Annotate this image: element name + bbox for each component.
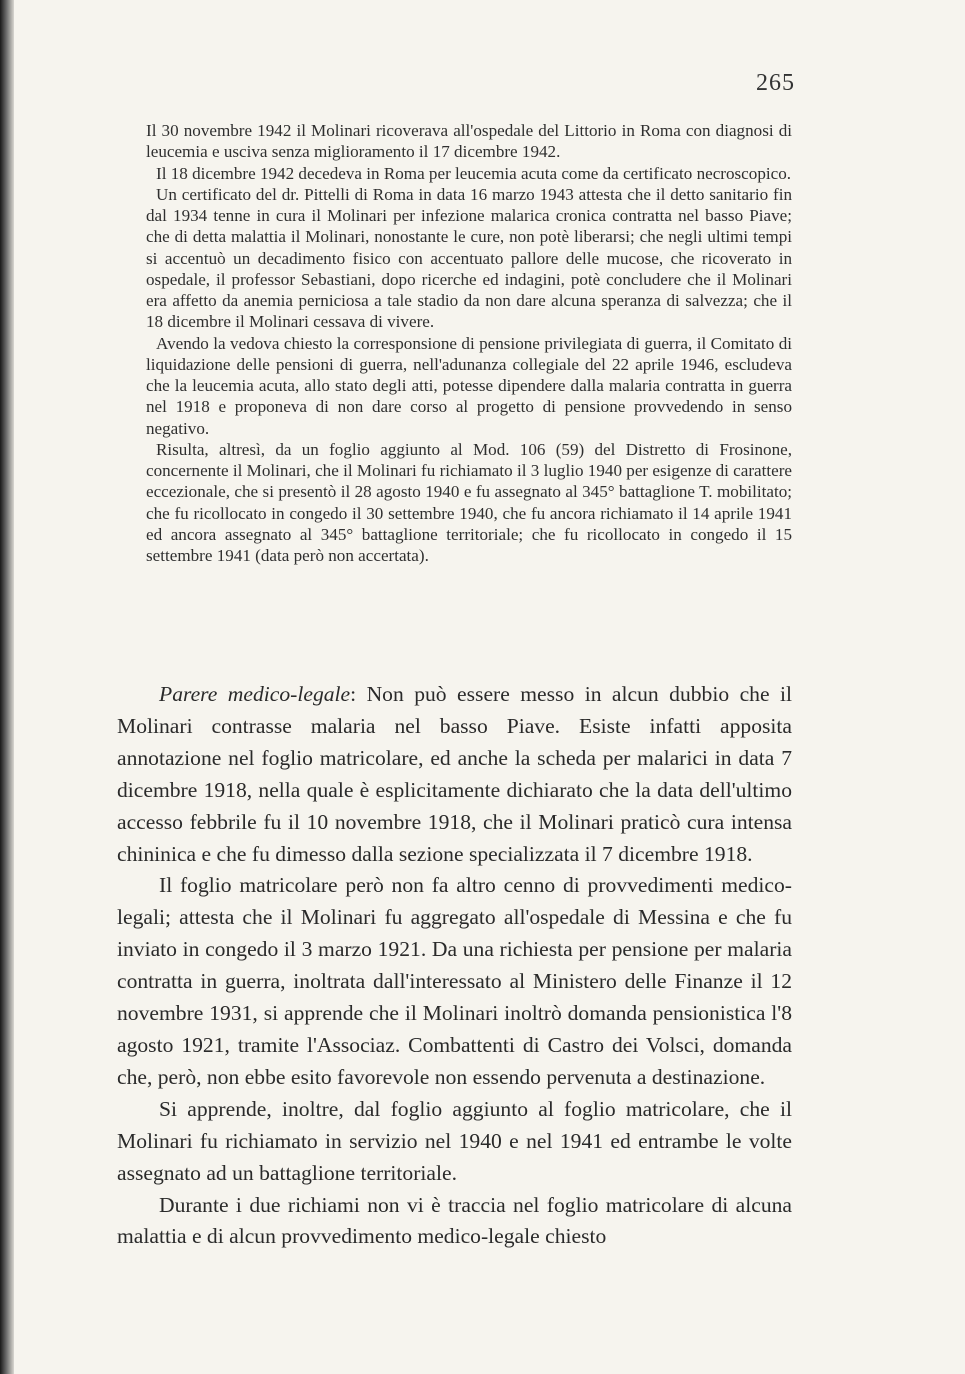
paragraph: Si apprende, inoltre, dal foglio aggiunto al foglio matricolare, che il Molinari fu richiamato in servizio nel 1940 e nel 1941 ed entrambe le volte assegnato ad un battaglione territoriale. xyxy=(117,1096,792,1185)
paragraph: Il 18 dicembre 1942 decedeva in Roma per leucemia acuta come da certificato necroscopico. xyxy=(156,163,792,183)
opinion-heading: Parere medico-legale xyxy=(159,682,351,706)
paragraph: Durante i due richiami non vi è traccia nel foglio matricolare di alcuna malattia e di alcun provvedimento medico-legale chiesto xyxy=(117,1192,792,1249)
opinion-lead-text: : Non può essere messo in alcun dubbio che il Molinari contrasse malaria nel basso Piave. Esiste infatti apposita annotazione nel foglio matricolare, ed anche la scheda per malarici in data 7 dicembre 1918, nella quale è esplicitamente dichiarato che la data dell'ultimo accesso febbrile fu il 10 novembre 1918, che il Molinari praticò cura intensa chininica e che fu dimesso dalla sezione specializzata il 7 dicembre 1918. xyxy=(117,682,792,866)
book-spine-shadow xyxy=(0,0,14,1374)
paragraph: Avendo la vedova chiesto la corresponsione di pensione privilegiata di guerra, il Comitato di liquidazione delle pensioni di guerra, nell'adunanza collegiale del 22 aprile 1946, escludeva che la leucemia acuta, allo stato degli atti, potesse dipendere dalla malaria contratta in guerra nel 1918 e proponeva di non dare corso al progetto di pensione provvedendo in senso negativo. xyxy=(146,333,792,438)
page-number: 265 xyxy=(756,70,795,96)
paragraph: Risulta, altresì, da un foglio aggiunto al Mod. 106 (59) del Distretto di Frosinone, concernente il Molinari, che il Molinari fu richiamato il 3 luglio 1940 per esigenze di carattere eccezionale, che si presentò il 28 agosto 1940 e fu assegnato al 345° battaglione T. mobilitato; che fu ricollocato in congedo il 30 settembre 1940, che fu ancora richiamato il 14 aprile 1941 ed ancora assegnato al 345° battaglione territoriale; che fu ricollocato in congedo il 15 settembre 1941 (data però non accertata). xyxy=(146,439,792,565)
paragraph: Il 30 novembre 1942 il Molinari ricoverava all'ospedale del Littorio in Roma con diagnosi di leucemia e usciva senza miglioramento il 17 dicembre 1942. xyxy=(146,121,792,162)
opinion-lead-paragraph xyxy=(117,679,792,870)
case-history-text xyxy=(146,120,792,566)
paragraph: Il foglio matricolare però non fa altro cenno di provvedimenti medico-legali; attesta che il Molinari fu aggregato all'ospedale di Messina e che fu inviato in congedo il 3 marzo 1921. Da una richiesta per pensione per malaria contratta in guerra, inoltrata dall'interessato al Ministero delle Finanze il 12 novembre 1931, si apprende che il Molinari inoltrò domanda pensionistica l'8 agosto 1921, tramite l'Associaz. Combattenti di Castro dei Volsci, domanda che, però, non ebbe esito favorevole non essendo pervenuta a destinazione. xyxy=(117,873,792,1089)
medico-legal-opinion-text xyxy=(117,679,792,1253)
paragraph: Un certificato del dr. Pittelli di Roma in data 16 marzo 1943 attesta che il detto sanitario fin dal 1934 tenne in cura il Molinari per infezione malarica cronica contratta nel basso Piave; che di detta malattia il Molinari, nonostante le cure, non potè liberarsi; che negli ultimi tempi si accentuò un decadimento fisico con accentuato pallore delle mucose, che ricoverato in ospedale, il professor Sebastiani, dopo ricerche ed indagini, potè concludere che il Molinari era affetto da anemia perniciosa a tale stadio da non dare alcuna speranza di salvezza; che il 18 dicembre il Molinari cessava di vivere. xyxy=(146,184,792,332)
